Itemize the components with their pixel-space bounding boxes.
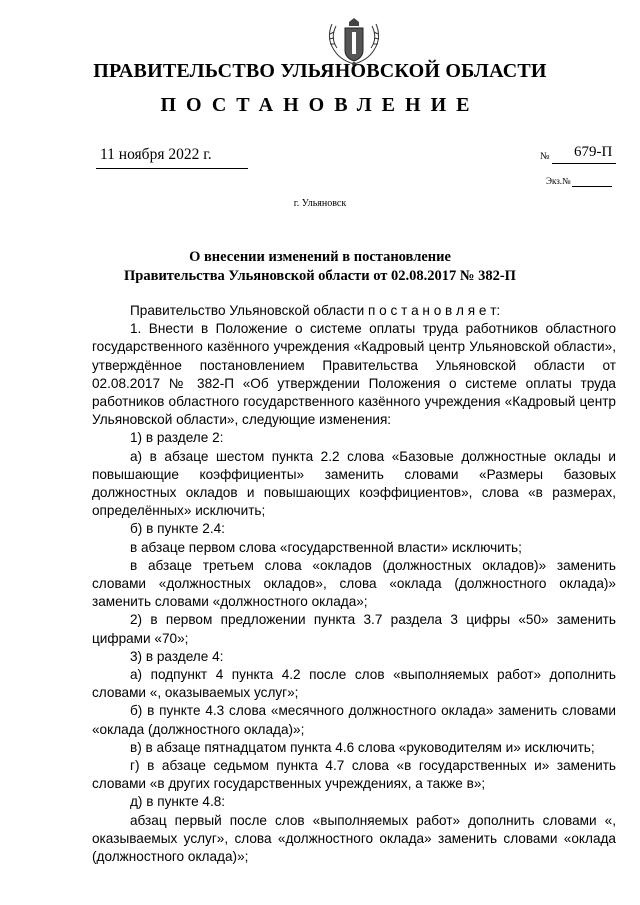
city-label: г. Ульяновск: [293, 198, 347, 209]
paragraph: 1. Внести в Положение о системе оплаты труда работников областного государственного казённого учреждения «Кадровый центр Ульяновской области», утверждённое постановлением Правительства Ульяновской области от 02.08.2017 № 382-П «Об утверждении Положения о системе оплаты труда работников областного государственного казённого учреждения «Кадровый центр Ульяновской области», следующие изменения:: [92, 321, 616, 428]
number-underline: [552, 163, 616, 164]
paragraph: в) в абзаце пятнадцатом пункта 4.6 слова «руководителям и» исключить;: [130, 739, 595, 755]
paragraph: в абзаце третьем слова «окладов (должностных окладов)» заменить словами «должностных окладов», слова «оклада (должностного оклада)» заменить словами «должностного оклада»;: [92, 557, 616, 610]
paragraph: б) в пункте 2.4:: [130, 521, 225, 537]
paragraph: 1) в разделе 2:: [130, 430, 224, 446]
government-name: ПРАВИТЕЛЬСТВО УЛЬЯНОВСКОЙ ОБЛАСТИ: [93, 60, 547, 82]
paragraph: а) подпункт 4 пункта 4.2 после слов «выполняемых работ» дополнить словами «, оказываемых услуг»;: [92, 667, 616, 701]
copy-number-label: Экз.№: [546, 176, 571, 186]
number-sign: №: [540, 151, 550, 162]
paragraph: 3) в разделе 4:: [130, 648, 224, 664]
document-title: [0, 248, 640, 286]
title-line-1: О внесении изменений в постановление: [189, 249, 451, 265]
paragraph: абзац первый после слов «выполняемых работ» дополнить словами «, оказываемых услуг», слова «должностного оклада» заменить словами «оклада (должностного оклада)»;: [92, 812, 616, 865]
paragraph: 2) в первом предложении пункта 3.7 раздела 3 цифры «50» заменить цифрами «70»;: [92, 612, 616, 646]
paragraph: Правительство Ульяновской области п о с т а н о в л я е т:: [130, 303, 501, 318]
paragraph: а) в абзаце шестом пункта 2.2 слова «Базовые должностные оклады и повышающие коэффициенты» заменить словами «Размеры базовых должностных окладов и повышающих коэффициентов», слова «в размерах, определённых» исключить;: [92, 448, 616, 519]
paragraph: б) в пункте 4.3 слова «месячного должностного оклада» заменить словами «оклада (должностного оклада)»;: [92, 703, 616, 737]
title-line-2: Правительства Ульяновской области от 02.08.2017 № 382-П: [124, 268, 516, 284]
document-type: ПОСТАНОВЛЕНИЕ: [160, 94, 480, 116]
document-date: 11 ноября 2022 г.: [100, 146, 212, 163]
paragraph: в абзаце первом слова «государственной власти» исключить;: [130, 539, 522, 555]
document-number: 679-П: [574, 144, 613, 160]
copy-number-underline: [572, 186, 612, 187]
paragraph: д) в пункте 4.8:: [130, 794, 226, 810]
paragraph: г) в абзаце седьмом пункта 4.7 слова «в государственных и» заменить словами «в других государственных учреждениях, а также в»;: [92, 758, 616, 792]
document-body: [92, 302, 616, 866]
date-underline: [96, 168, 248, 169]
